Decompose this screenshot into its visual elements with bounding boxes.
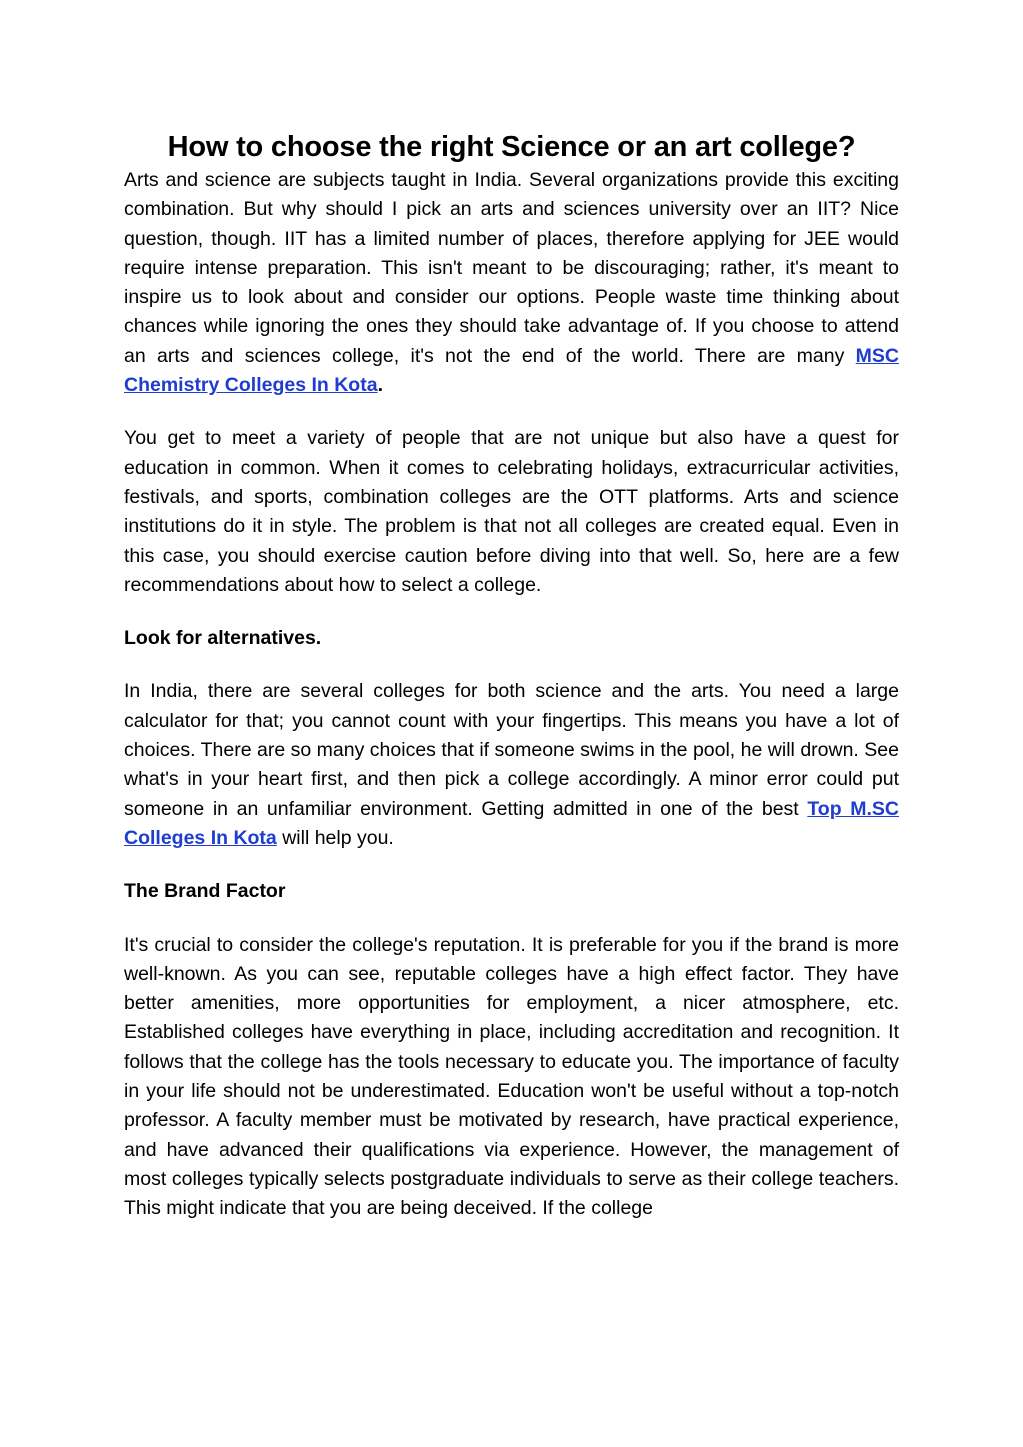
top-msc-colleges-link[interactable]: Top M.SC Colleges In Kota — [124, 797, 899, 849]
heading-brand-factor: The Brand Factor — [124, 880, 286, 903]
paragraph-3-trailing: will help you. — [276, 826, 394, 849]
document-page — [124, 128, 899, 1224]
paragraph-4: It's crucial to consider the college's reputation. It is preferable for you if the brand is more well-known. As you can see, reputable colleges have a high effect factor. They have better amenities, more opportunities for employment, a nicer atmosphere, etc. Established colleges have everything in place, including accreditation and recognition. It follows that the college has the tools necessary to educate you. The importance of faculty in your life should not be underestimated. Education won't be useful without a top-notch professor. A faculty member must be motivated by research, have practical experience, and have advanced their qualifications via experience. However, the management of most colleges typically selects postgraduate individuals to serve as their college teachers. This might indicate that you are being deceived. If the college — [124, 933, 899, 1220]
heading-look-for-alternatives: Look for alternatives. — [124, 627, 322, 650]
document-title: How to choose the right Science or an art college? — [167, 131, 856, 163]
intro-text: Arts and science are subjects taught in India. Several organizations provide this exciting combination. But why should I pick an arts and sciences university over an IIT? Nice question, though. IIT has a limited number of places, therefore applying for JEE would require intense preparation. This isn't meant to be discouraging; rather, it's meant to inspire us to look about and consider our options. People waste time thinking about chances while ignoring the ones they should take advantage of. If you choose to attend an arts and sciences college, it's not the end of the world. There are many — [124, 169, 899, 367]
intro-trailing: . — [377, 374, 383, 397]
intro-paragraph — [124, 166, 899, 400]
msc-chemistry-colleges-link[interactable]: MSC Chemistry Colleges In Kota — [124, 344, 899, 397]
paragraph-2: You get to meet a variety of people that are not unique but also have a quest for education in common. When it comes to celebrating holidays, extracurricular activities, festivals, and sports, combination colleges are the OTT platforms. Arts and science institutions do it in style. The problem is that not all colleges are created equal. Even in this case, you should exercise caution before diving into that well. So, here are a few recommendations about how to select a college. — [124, 427, 899, 596]
paragraph-3-text: In India, there are several colleges for both science and the arts. You need a large calculator for that; you cannot count with your fingertips. This means you have a lot of choices. There are so many choices that if someone swims in the pool, he will drown. See what's in your heart first, and then pick a college accordingly. A minor error could put someone in an unfamiliar environment. Getting admitted in one of the best — [124, 680, 899, 820]
paragraph-3 — [124, 677, 899, 853]
